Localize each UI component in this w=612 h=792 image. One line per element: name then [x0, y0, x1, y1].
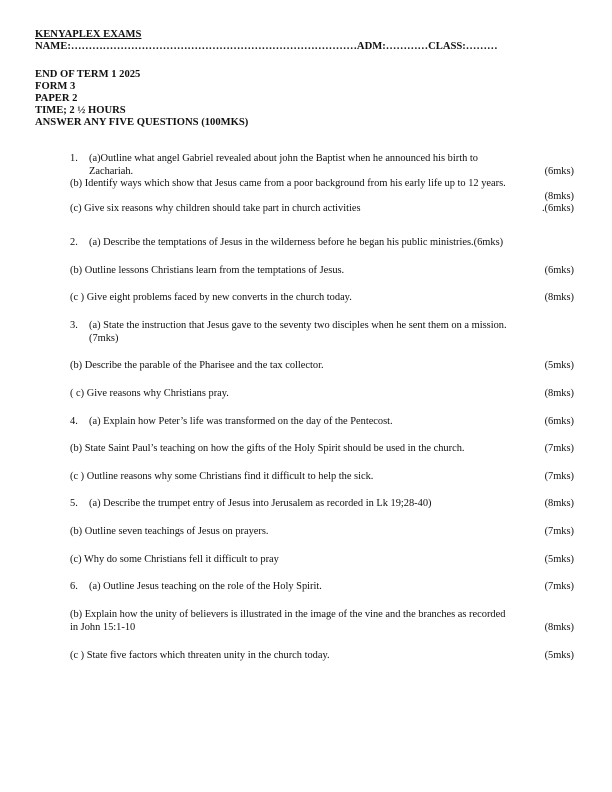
school-title: KENYAPLEX EXAMS — [35, 29, 142, 40]
question-number: 6. — [70, 581, 78, 592]
question-4c — [70, 471, 574, 484]
exam-title: END OF TERM 1 2025 — [35, 69, 141, 80]
paper-label: PAPER 2 — [35, 93, 78, 104]
marks: (7mks) — [544, 471, 574, 482]
marks: (8mks) — [544, 621, 574, 633]
question-number: 5. — [70, 498, 78, 509]
question-3b — [70, 360, 574, 373]
question-6a — [70, 581, 574, 594]
question-text: (a) Describe the temptations of Jesus in the wilderness before he began his public ministries.(6mks) — [89, 237, 504, 248]
question-number: 3. — [70, 320, 78, 331]
question-text: in John 15:1-10 — [70, 621, 136, 633]
marks: (8mks) — [544, 498, 574, 509]
marks: (7mks) — [544, 443, 574, 454]
question-text: Zachariah. — [89, 165, 134, 177]
question-text: (a) Describe the trumpet entry of Jesus into Jerusalem as recorded in Lk 19;28-40) — [89, 498, 432, 509]
question-1a-line2 — [70, 166, 574, 179]
question-number: 4. — [70, 416, 78, 427]
marks: (6mks) — [544, 416, 574, 427]
question-2b — [70, 265, 574, 278]
marks: (8mks) — [544, 190, 574, 202]
question-6b-line2 — [70, 622, 574, 635]
question-text: (c) Why do some Christians fell it difficult to pray — [70, 554, 279, 565]
question-text: (a) State the instruction that Jesus gave to the seventy two disciples when he sent them on a mission. — [89, 320, 507, 331]
question-number: 2. — [70, 237, 78, 248]
question-number: 1. — [70, 153, 78, 164]
question-6b — [70, 609, 574, 634]
question-4a — [70, 416, 574, 429]
question-text: (a) Outline Jesus teaching on the role of the Holy Spirit. — [89, 581, 322, 592]
question-text: (c ) Give eight problems faced by new converts in the church today. — [70, 292, 352, 303]
question-text: (c ) Outline reasons why some Christians find it difficult to help the sick. — [70, 471, 374, 482]
question-3c — [70, 388, 574, 401]
question-1 — [70, 153, 574, 216]
marks: (6mks) — [544, 265, 574, 276]
marks: (7mks) — [544, 581, 574, 592]
question-2a — [70, 237, 574, 250]
question-text: (c ) State five factors which threaten unity in the church today. — [70, 650, 330, 661]
question-1c — [70, 203, 574, 216]
marks: (8mks) — [544, 292, 574, 303]
marks: (5mks) — [544, 650, 574, 661]
question-4b — [70, 443, 574, 456]
marks: (7mks) — [544, 526, 574, 537]
question-text: (c) Give six reasons why children should take part in church activities — [70, 203, 361, 214]
question-text: (b) Describe the parable of the Pharisee and the tax collector. — [70, 360, 324, 371]
question-2c — [70, 292, 574, 305]
marks: (7mks) — [89, 332, 119, 344]
question-3a — [70, 320, 574, 345]
marks: (6mks) — [544, 165, 574, 177]
name-adm-class-line: NAME:………………………………………………………………………ADM:…………CLASS:……… — [35, 41, 498, 52]
marks: (8mks) — [544, 388, 574, 399]
question-5a — [70, 498, 574, 511]
question-text: (b) State Saint Paul’s teaching on how the gifts of the Holy Spirit should be used in the church. — [70, 443, 465, 454]
question-5b — [70, 526, 574, 539]
marks: .(6mks) — [541, 203, 574, 214]
question-5c — [70, 554, 574, 567]
question-text: (b) Outline seven teachings of Jesus on prayers. — [70, 526, 269, 537]
time-label: TIME; 2 ½ HOURS — [35, 105, 126, 116]
question-text: (b) Explain how the unity of believers is illustrated in the image of the vine and the branches as recorded — [70, 609, 506, 620]
question-text: (a) Explain how Peter’s life was transformed on the day of the Pentecost. — [89, 416, 393, 427]
form-label: FORM 3 — [35, 81, 76, 92]
instructions: ANSWER ANY FIVE QUESTIONS (100MKS) — [35, 117, 249, 128]
question-text: (b) Outline lessons Christians learn from the temptations of Jesus. — [70, 265, 345, 276]
question-1a-line1: (a)Outline what angel Gabriel revealed about john the Baptist when he announced his birth to — [89, 153, 478, 164]
question-6c — [70, 650, 574, 663]
marks: (5mks) — [544, 554, 574, 565]
question-text: ( c) Give reasons why Christians pray. — [70, 388, 229, 399]
marks: (5mks) — [544, 360, 574, 371]
question-1b: (b) Identify ways which show that Jesus came from a poor background from his early life up to 12 years. — [70, 178, 506, 189]
